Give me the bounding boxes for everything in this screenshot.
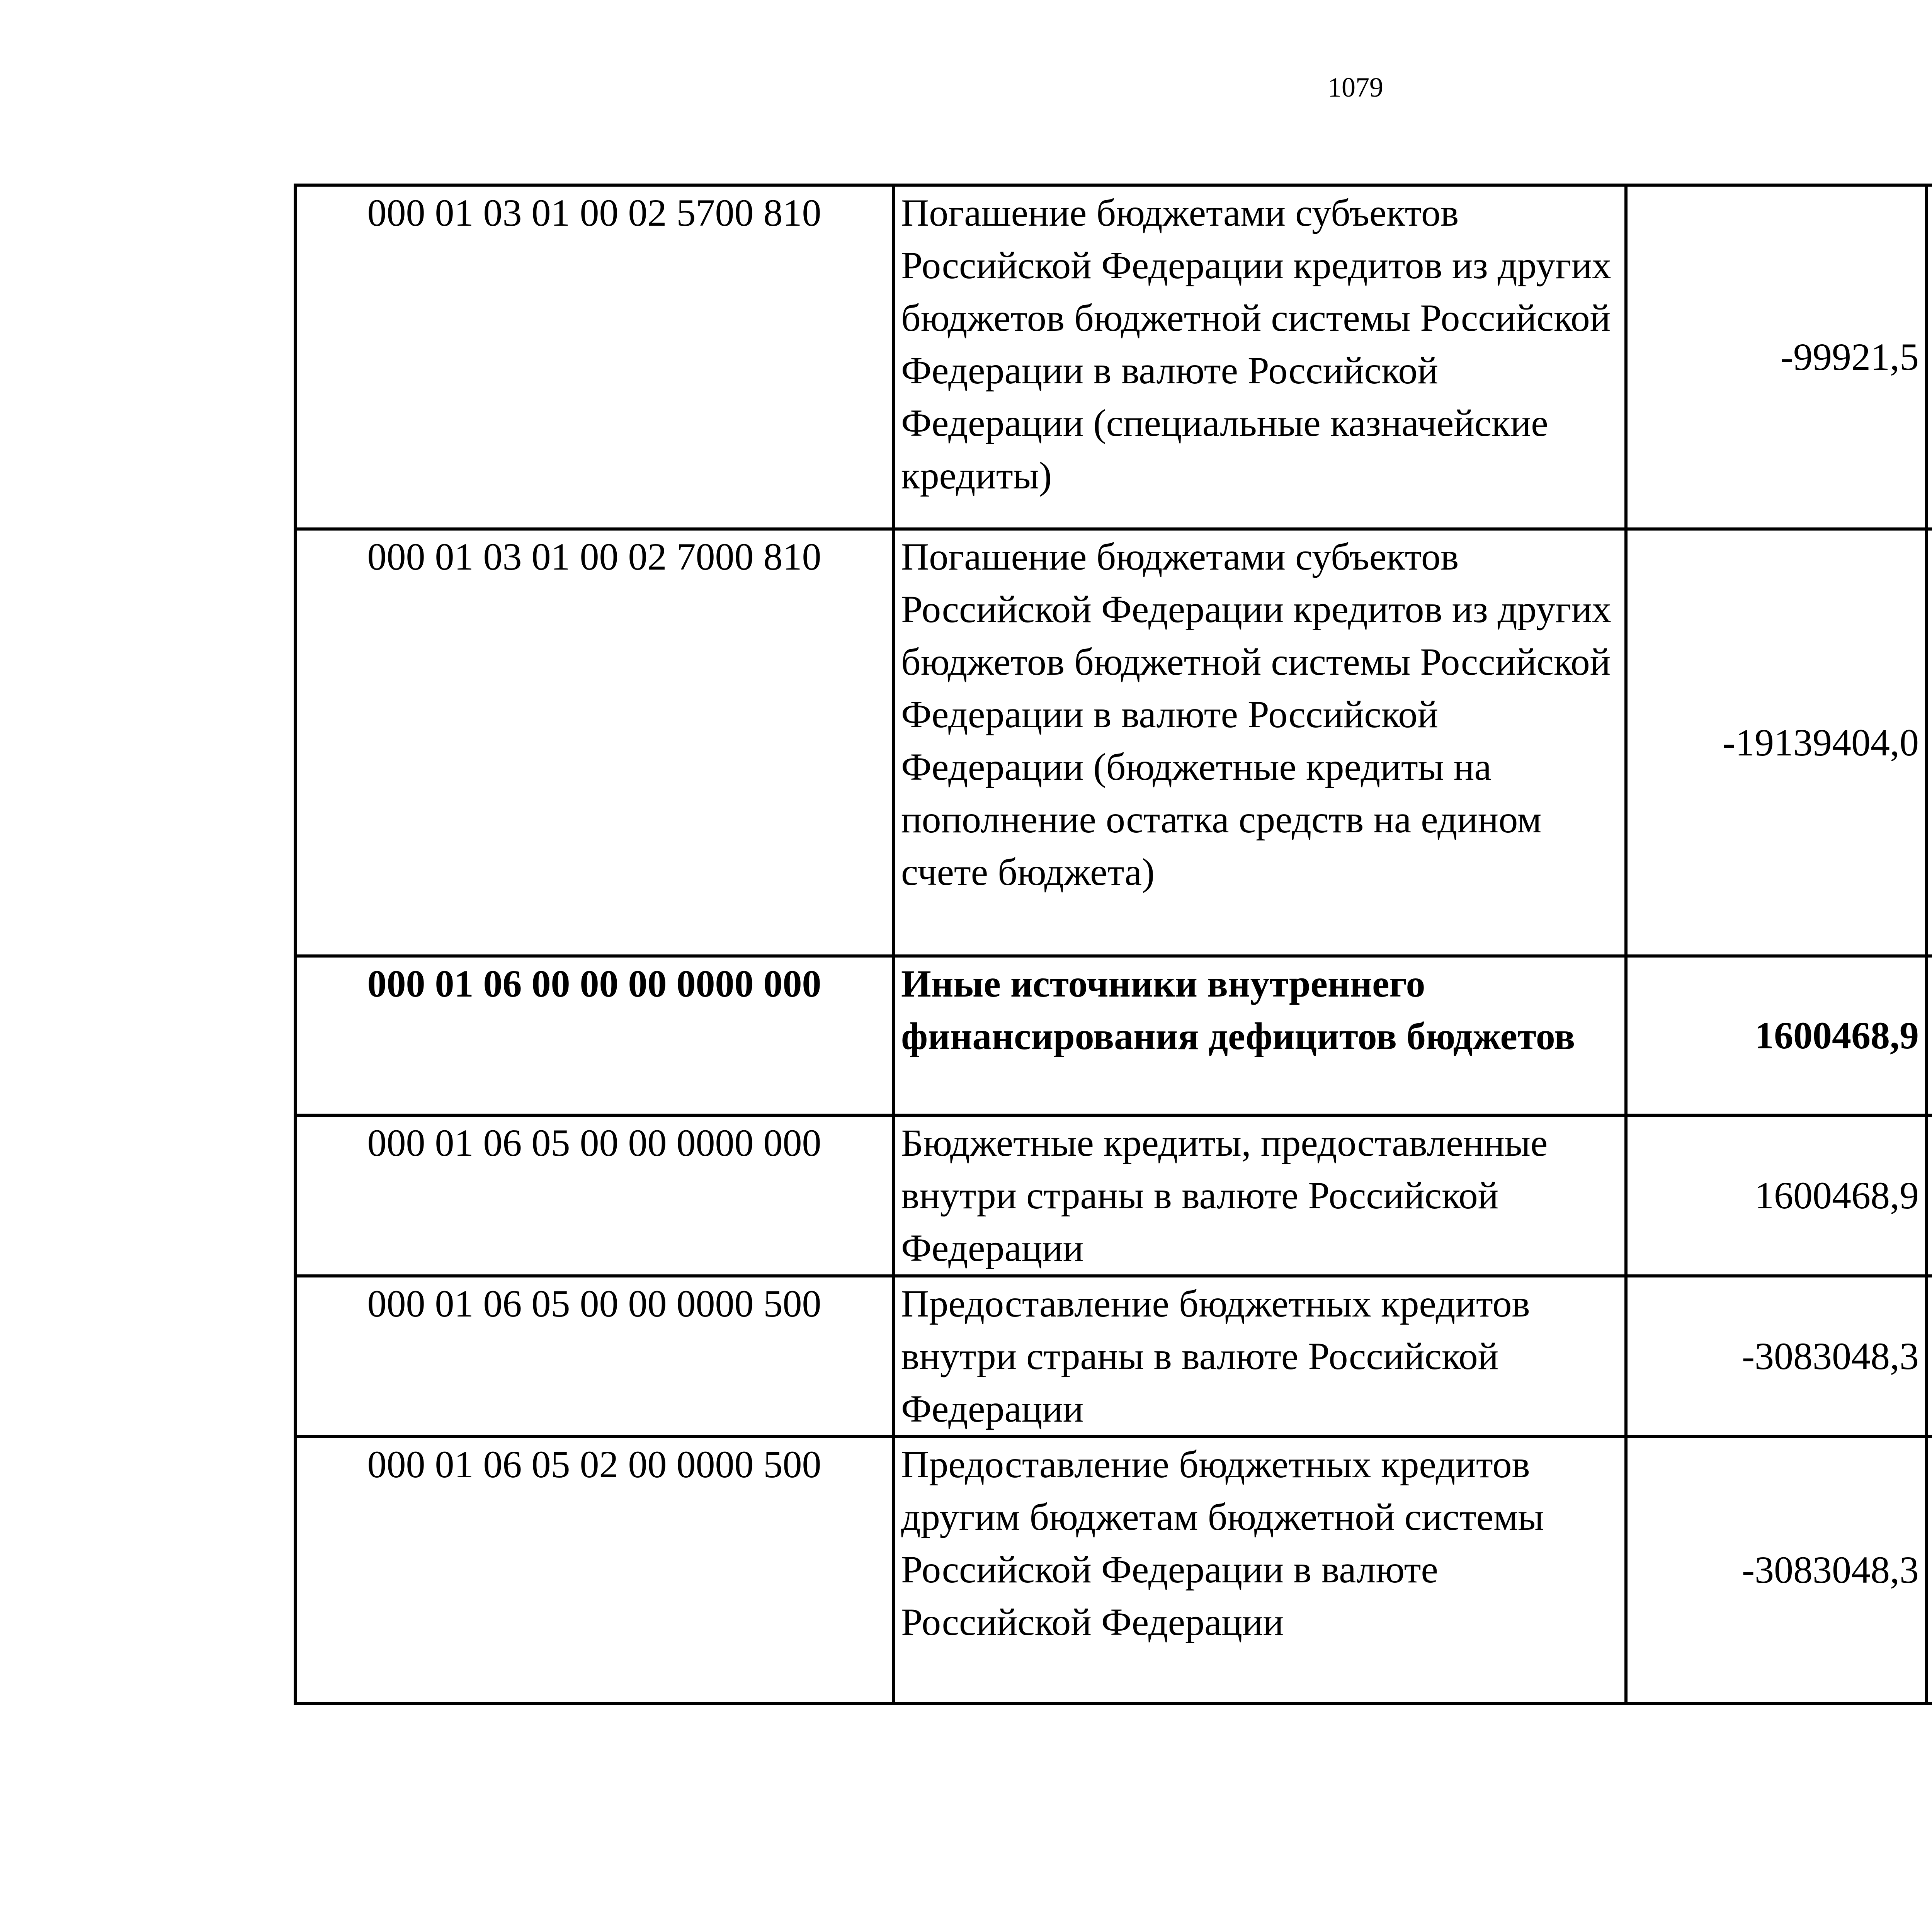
budget-code-cell: 000 01 06 05 02 00 0000 500	[295, 1437, 893, 1703]
budget-code-cell: 000 01 06 05 00 00 0000 000	[295, 1115, 893, 1276]
table-row	[295, 956, 1932, 1115]
page-number: 1079	[1328, 72, 1383, 103]
budget-code-cell: 000 01 06 00 00 00 0000 000	[295, 956, 893, 1115]
budget-name-cell: Бюджетные кредиты, предоставленные внутри страны в валюте Российской Федерации	[893, 1115, 1626, 1276]
table-row	[295, 529, 1932, 956]
amount-cell-1: 1600468,9	[1626, 956, 1927, 1115]
amount-cell-1: -19139404,0	[1626, 529, 1927, 956]
amount-cell-2	[1927, 529, 1932, 956]
amount-cell-1: -3083048,3	[1626, 1437, 1927, 1703]
budget-code-cell: 000 01 03 01 00 02 7000 810	[295, 529, 893, 956]
amount-cell-2	[1927, 1276, 1932, 1437]
budget-sources-table	[294, 184, 1932, 1705]
budget-name-cell: Предоставление бюджетных кредитов другим бюджетам бюджетной системы Российской Федерации в валюте Российской Федерации	[893, 1437, 1626, 1703]
amount-cell-1: 1600468,9	[1626, 1115, 1927, 1276]
table-row	[295, 1115, 1932, 1276]
amount-cell-1: -3083048,3	[1626, 1276, 1927, 1437]
amount-cell-2	[1927, 956, 1932, 1115]
amount-cell-1: -99921,5	[1626, 185, 1927, 529]
budget-code-cell: 000 01 03 01 00 02 5700 810	[295, 185, 893, 529]
budget-name-cell: Иные источники внутреннего финансирования дефицитов бюджетов	[893, 956, 1626, 1115]
budget-name-cell: Погашение бюджетами субъектов Российской Федерации кредитов из других бюджетов бюджетной системы Российской Федерации в валюте Российской Федерации (бюджетные кредиты на пополнение остатка средств на едином счете бюджета)	[893, 529, 1626, 956]
budget-name-cell: Предоставление бюджетных кредитов внутри страны в валюте Российской Федерации	[893, 1276, 1626, 1437]
budget-name-cell: Погашение бюджетами субъектов Российской Федерации кредитов из других бюджетов бюджетной системы Российской Федерации в валюте Российской Федерации (специальные казначейские кредиты)	[893, 185, 1626, 529]
table-row	[295, 1276, 1932, 1437]
amount-cell-2	[1927, 185, 1932, 529]
table-row	[295, 1437, 1932, 1703]
budget-code-cell: 000 01 06 05 00 00 0000 500	[295, 1276, 893, 1437]
amount-cell-2	[1927, 1437, 1932, 1703]
amount-cell-2	[1927, 1115, 1932, 1276]
table-row	[295, 185, 1932, 529]
